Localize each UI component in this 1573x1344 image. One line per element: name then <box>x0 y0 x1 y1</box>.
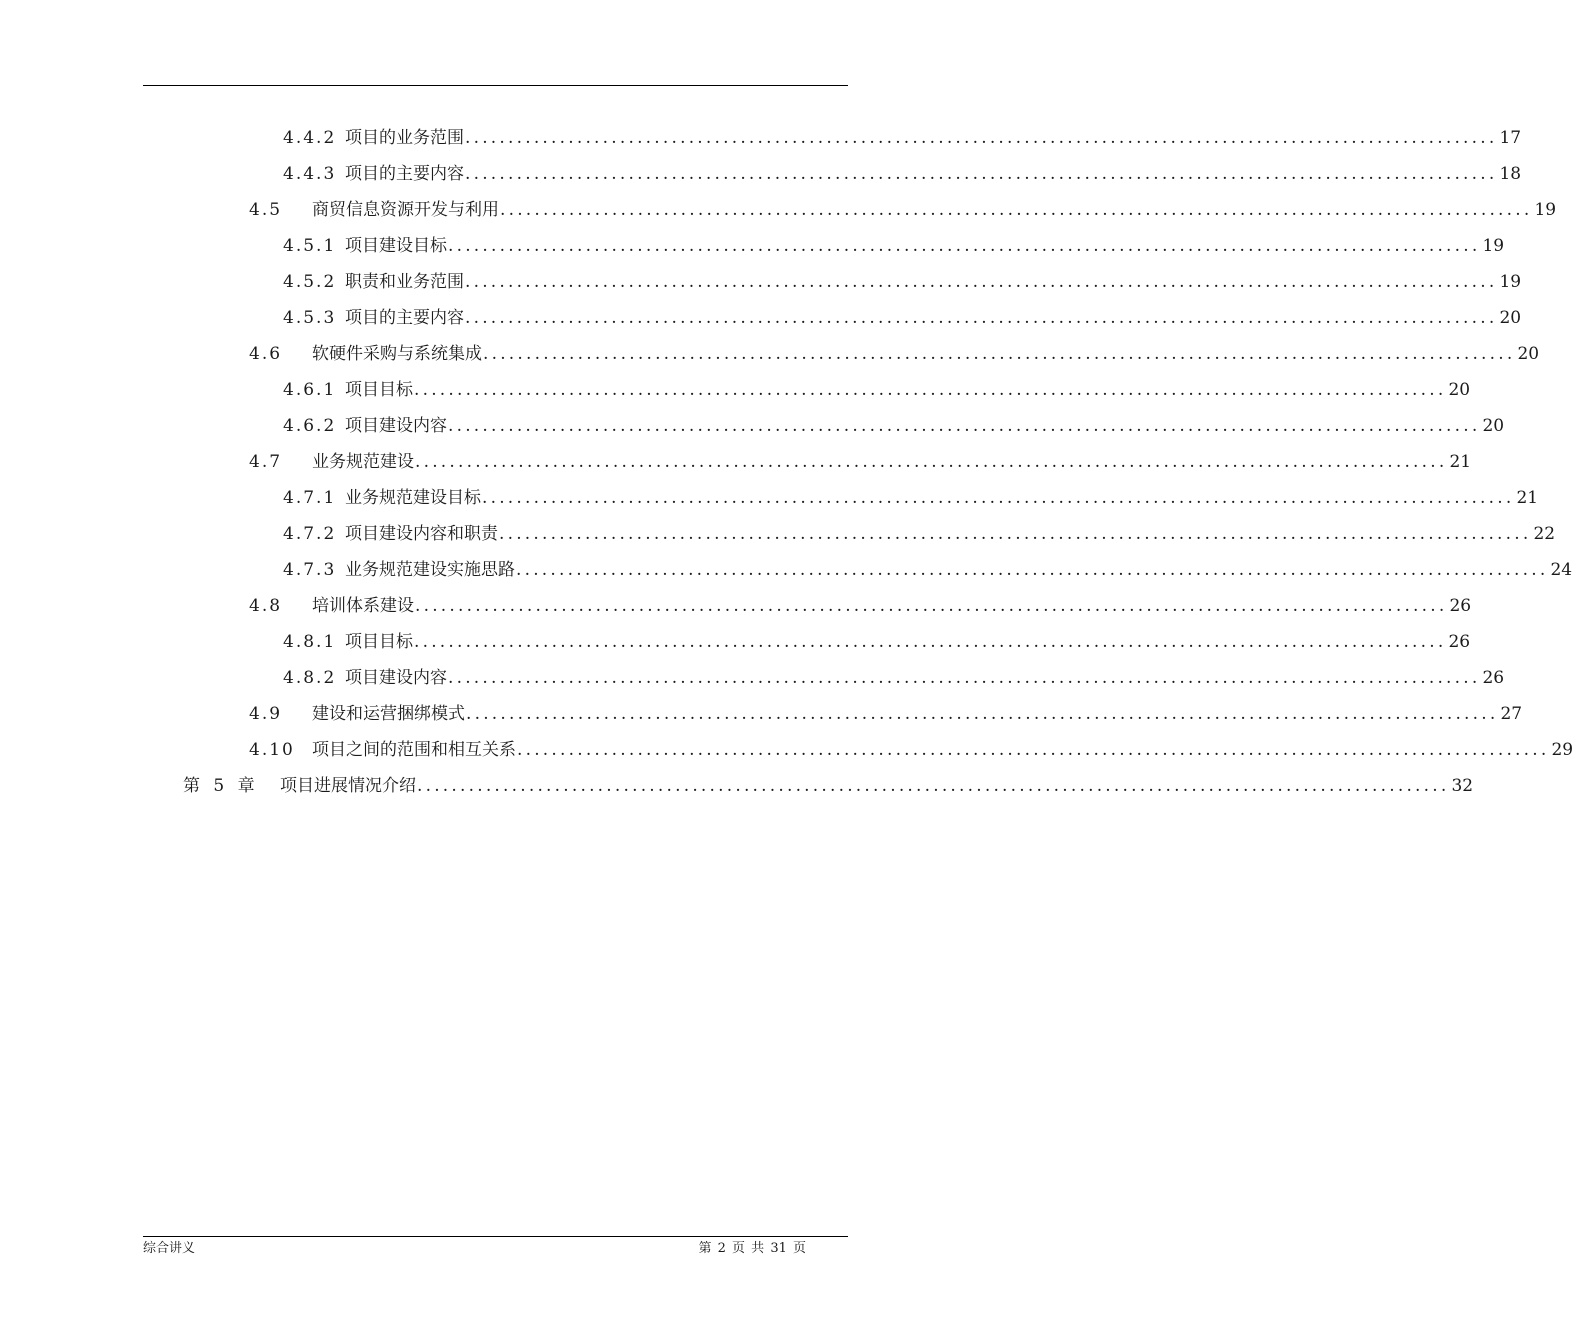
toc-leader-dots: ........................................................................................................................ <box>483 344 1516 364</box>
toc-leader-dots: ........................................................................................................................ <box>482 488 1515 508</box>
toc-entry-number: 4.6.2 <box>283 416 337 436</box>
toc-entry-number: 第 5 章 <box>183 776 257 796</box>
toc-entry[interactable] <box>283 300 1522 336</box>
toc-entry[interactable] <box>249 444 1472 480</box>
footer-rule <box>143 1236 848 1237</box>
toc-entry-number: 4.7.1 <box>283 488 337 508</box>
toc-entry-number: 4.5 <box>249 200 283 220</box>
toc-entry-number: 4.8 <box>249 596 283 616</box>
toc-entry[interactable] <box>249 588 1472 624</box>
toc-entry-title: 业务规范建设 <box>312 452 414 472</box>
toc-entry-page: 17 <box>1499 128 1522 148</box>
footer-document-title: 综合讲义 <box>143 1241 196 1256</box>
toc-entry[interactable] <box>283 120 1522 156</box>
toc-entry-title: 建设和运营捆绑模式 <box>312 704 465 724</box>
toc-entry-page: 26 <box>1449 596 1472 616</box>
toc-entry-number: 4.5.1 <box>283 236 337 256</box>
toc-entry-page: 20 <box>1499 308 1522 328</box>
toc-entry-number: 4.6 <box>249 344 283 364</box>
toc-entry-number: 4.4.3 <box>283 164 337 184</box>
toc-entry[interactable] <box>283 516 1556 552</box>
toc-entry-page: 24 <box>1550 560 1573 580</box>
toc-entry-title: 项目建设内容和职责 <box>345 524 498 544</box>
toc-entry-title: 项目的业务范围 <box>345 128 464 148</box>
toc-leader-dots: ........................................................................................................................ <box>415 596 1448 616</box>
toc-entry-page: 19 <box>1499 272 1522 292</box>
toc-leader-dots: ........................................................................................................................ <box>417 776 1450 796</box>
toc-entry-number: 4.6.1 <box>283 380 337 400</box>
toc-entry-number: 4.4.2 <box>283 128 337 148</box>
toc-entry-title: 项目的主要内容 <box>345 308 464 328</box>
toc-entry-number: 4.5.2 <box>283 272 337 292</box>
footer-page-indicator: 第 2 页 共 31 页 <box>698 1241 806 1256</box>
toc-entry[interactable] <box>283 408 1505 444</box>
toc-entry-page: 22 <box>1533 524 1556 544</box>
toc-entry-page: 29 <box>1551 740 1573 760</box>
toc-entry-number: 4.7.3 <box>283 560 337 580</box>
toc-entry-page: 20 <box>1448 380 1471 400</box>
toc-entry-page: 18 <box>1499 164 1522 184</box>
toc-leader-dots: ........................................................................................................................ <box>414 632 1447 652</box>
toc-entry-title: 职责和业务范围 <box>345 272 464 292</box>
toc-entry-number: 4.8.1 <box>283 632 337 652</box>
toc-leader-dots: ........................................................................................................................ <box>465 164 1498 184</box>
toc-entry-page: 32 <box>1451 776 1474 796</box>
toc-entry[interactable] <box>283 372 1471 408</box>
toc-leader-dots: ........................................................................................................................ <box>465 272 1498 292</box>
toc-entry-page: 19 <box>1534 200 1557 220</box>
toc-entry-title: 培训体系建设 <box>312 596 414 616</box>
header-rule <box>143 85 848 86</box>
toc-entry-page: 21 <box>1449 452 1472 472</box>
toc-entry-title: 业务规范建设实施思路 <box>345 560 515 580</box>
toc-leader-dots: ........................................................................................................................ <box>517 740 1550 760</box>
toc-entry-number: 4.7.2 <box>283 524 337 544</box>
toc-entry-title: 软硬件采购与系统集成 <box>312 344 482 364</box>
toc-entry[interactable] <box>283 624 1471 660</box>
toc-entry[interactable] <box>249 336 1540 372</box>
toc-entry-title: 业务规范建设目标 <box>345 488 481 508</box>
toc-leader-dots: ........................................................................................................................ <box>465 308 1498 328</box>
toc-entry-page: 21 <box>1516 488 1539 508</box>
toc-entry[interactable] <box>283 264 1522 300</box>
toc-entry[interactable] <box>283 660 1505 696</box>
toc-entry-number: 4.9 <box>249 704 283 724</box>
toc-entry-page: 19 <box>1482 236 1505 256</box>
toc-leader-dots: ........................................................................................................................ <box>465 128 1498 148</box>
toc-entry[interactable] <box>283 156 1522 192</box>
toc-entry-title: 项目建设目标 <box>345 236 447 256</box>
toc-entry-page: 20 <box>1517 344 1540 364</box>
toc-leader-dots: ........................................................................................................................ <box>516 560 1549 580</box>
toc-entry-number: 4.7 <box>249 452 283 472</box>
toc-leader-dots: ........................................................................................................................ <box>415 452 1448 472</box>
toc-leader-dots: ........................................................................................................................ <box>499 524 1532 544</box>
toc-entry[interactable] <box>283 552 1573 588</box>
toc-entry-title: 商贸信息资源开发与利用 <box>312 200 499 220</box>
toc-entry-title: 项目之间的范围和相互关系 <box>312 740 516 760</box>
toc-entry[interactable] <box>283 228 1505 264</box>
toc-entry[interactable] <box>283 480 1539 516</box>
toc-entry[interactable] <box>249 192 1557 228</box>
toc-entry-title: 项目的主要内容 <box>345 164 464 184</box>
toc-entry-page: 26 <box>1482 668 1505 688</box>
toc-entry-page: 26 <box>1448 632 1471 652</box>
toc-entry-title: 项目建设内容 <box>345 416 447 436</box>
toc-entry-page: 20 <box>1482 416 1505 436</box>
toc-leader-dots: ........................................................................................................................ <box>414 380 1447 400</box>
toc-entry-page: 27 <box>1500 704 1523 724</box>
toc-entry[interactable] <box>249 732 1573 768</box>
toc-entry[interactable] <box>249 696 1523 732</box>
toc-entry[interactable] <box>183 768 1474 804</box>
toc-entry-number: 4.8.2 <box>283 668 337 688</box>
toc-entry-title: 项目建设内容 <box>345 668 447 688</box>
toc-leader-dots: ........................................................................................................................ <box>448 668 1481 688</box>
toc-entry-title: 项目目标 <box>345 380 413 400</box>
toc-leader-dots: ........................................................................................................................ <box>448 416 1481 436</box>
toc-entry-number: 4.10 <box>249 740 295 760</box>
toc-entry-title: 项目进展情况介绍 <box>280 776 416 796</box>
toc-leader-dots: ........................................................................................................................ <box>448 236 1481 256</box>
toc-entry-title: 项目目标 <box>345 632 413 652</box>
toc-leader-dots: ........................................................................................................................ <box>466 704 1499 724</box>
toc-leader-dots: ........................................................................................................................ <box>500 200 1533 220</box>
toc-entry-number: 4.5.3 <box>283 308 337 328</box>
